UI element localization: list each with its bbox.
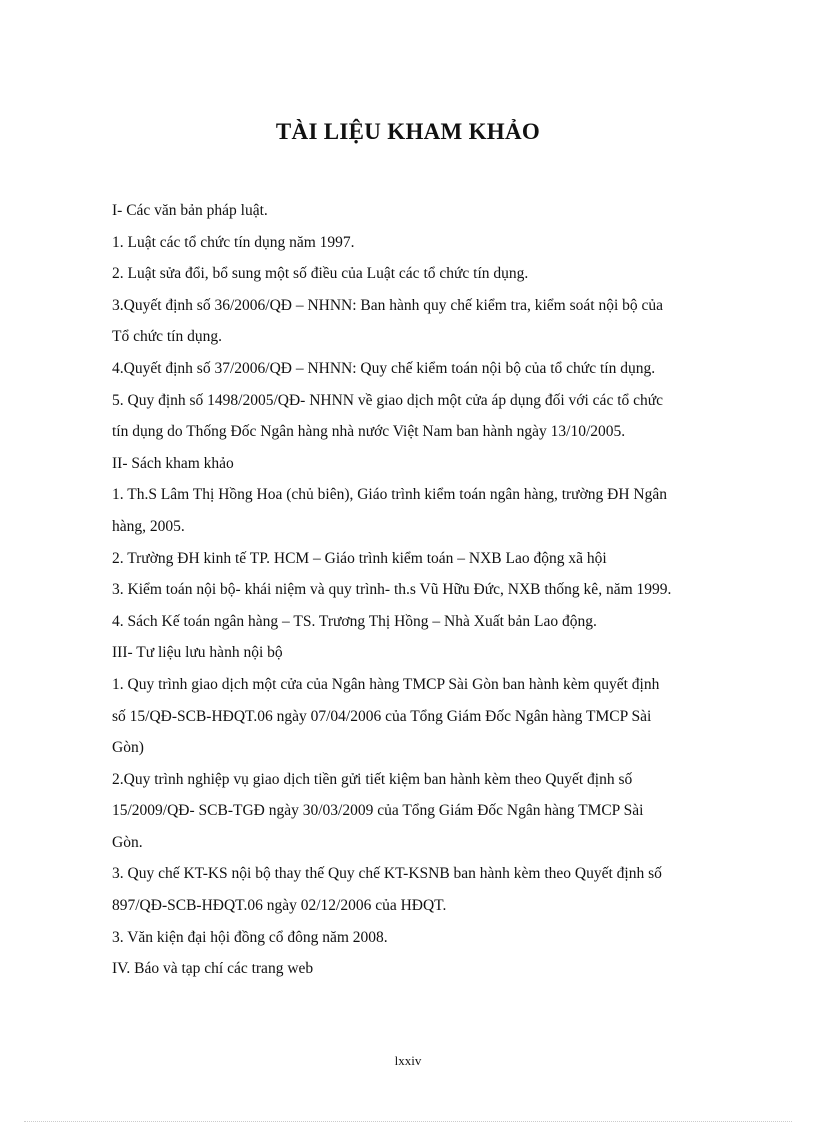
section-heading-legal-documents: I- Các văn bản pháp luật. — [112, 202, 268, 219]
reference-line: 1. Luật các tổ chức tín dụng năm 1997. — [112, 233, 355, 251]
reference-line: 15/2009/QĐ- SCB-TGĐ ngày 30/03/2009 của Tổng Giám Đốc Ngân hàng TMCP Sài — [112, 802, 644, 820]
reference-line: 3.Quyết định số 36/2006/QĐ – NHNN: Ban hành quy chế kiểm tra, kiểm soát nội bộ của — [112, 296, 664, 314]
reference-line: 2. Trường ĐH kinh tế TP. HCM – Giáo trình kiểm toán – NXB Lao động xã hội — [112, 549, 607, 567]
reference-line: 4.Quyết định số 37/2006/QĐ – NHNN: Quy chế kiểm toán nội bộ của tổ chức tín dụng. — [112, 359, 656, 377]
page-title: TÀI LIỆU KHAM KHẢO — [275, 119, 541, 144]
reference-line: 3. Văn kiện đại hội đồng cổ đông năm 2008. — [112, 928, 388, 946]
reference-line: Tổ chức tín dụng. — [112, 328, 222, 346]
page-bottom-divider — [24, 1121, 792, 1122]
page-number: lxxiv — [394, 1053, 422, 1068]
reference-line: 2. Luật sửa đổi, bổ sung một số điều của Luật các tổ chức tín dụng. — [112, 265, 529, 283]
reference-line: Gòn) — [112, 739, 144, 757]
reference-line: số 15/QĐ-SCB-HĐQT.06 ngày 07/04/2006 của Tổng Giám Đốc Ngân hàng TMCP Sài — [112, 707, 652, 725]
section-heading-web-sources: IV. Báo và tạp chí các trang web — [112, 960, 314, 978]
reference-line: 1. Th.S Lâm Thị Hồng Hoa (chủ biên), Giáo trình kiểm toán ngân hàng, trường ĐH Ngân — [112, 486, 667, 504]
section-heading-internal-documents: III- Tư liệu lưu hành nội bộ — [112, 644, 283, 662]
reference-line: 1. Quy trình giao dịch một cửa của Ngân hàng TMCP Sài Gòn ban hành kèm quyết định — [112, 675, 660, 693]
reference-line: 5. Quy định số 1498/2005/QĐ- NHNN về giao dịch một cửa áp dụng đối với các tổ chức — [112, 391, 664, 409]
reference-line: tín dụng do Thống Đốc Ngân hàng nhà nước Việt Nam ban hành ngày 13/10/2005. — [112, 423, 626, 441]
section-heading-books: II- Sách kham khảo — [112, 454, 234, 472]
reference-line: hàng, 2005. — [112, 517, 185, 535]
reference-line: 3. Quy chế KT-KS nội bộ thay thế Quy chế KT-KSNB ban hành kèm theo Quyết định số — [112, 865, 662, 883]
reference-line: 2.Quy trình nghiệp vụ giao dịch tiền gửi tiết kiệm ban hành kèm theo Quyết định số — [112, 770, 633, 788]
reference-line: 897/QĐ-SCB-HĐQT.06 ngày 02/12/2006 của HĐQT. — [112, 897, 447, 915]
reference-line: 4. Sách Kế toán ngân hàng – TS. Trương Thị Hồng – Nhà Xuất bản Lao động. — [112, 612, 597, 630]
reference-line: 3. Kiểm toán nội bộ- khái niệm và quy trình- th.s Vũ Hữu Đức, NXB thống kê, năm 1999. — [112, 581, 672, 599]
reference-line: Gòn. — [112, 833, 143, 851]
reference-list — [112, 195, 740, 985]
